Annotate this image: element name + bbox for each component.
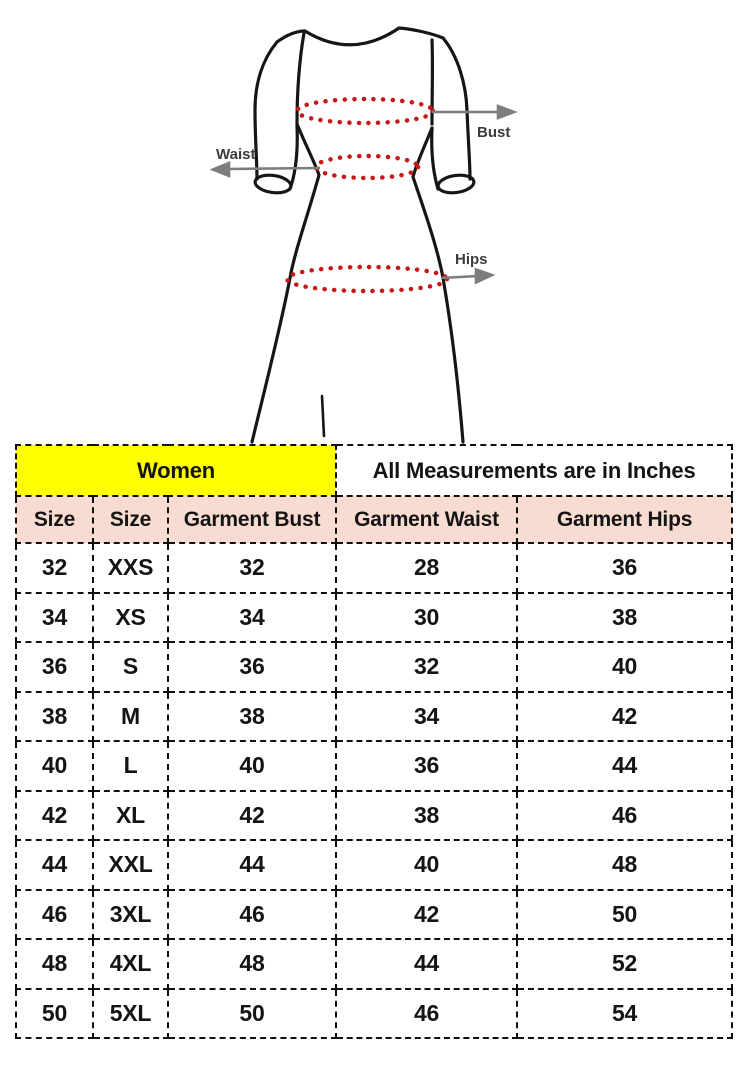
- waist-measure-ellipse: [316, 156, 418, 178]
- table-cell: 3XL: [93, 890, 168, 940]
- table-cell: 50: [517, 890, 732, 940]
- hips-arrowhead: [476, 270, 492, 283]
- table-cell: 34: [16, 593, 93, 643]
- table-cell: L: [93, 741, 168, 791]
- table-row: [16, 642, 732, 692]
- dress-left-cuff: [254, 173, 292, 195]
- table-cell: 28: [336, 543, 517, 593]
- table-row: [16, 543, 732, 593]
- table-cell: 30: [336, 593, 517, 643]
- table-cell: 48: [517, 840, 732, 890]
- table-cell: 40: [336, 840, 517, 890]
- table-cell: 42: [336, 890, 517, 940]
- table-cell: 36: [336, 741, 517, 791]
- table-cell: 32: [168, 543, 336, 593]
- table-row: [16, 692, 732, 742]
- table-row: [16, 741, 732, 791]
- table-cell: 38: [336, 791, 517, 841]
- table-cell: XL: [93, 791, 168, 841]
- size-table-body: [16, 543, 732, 1038]
- table-cell: XXL: [93, 840, 168, 890]
- table-cell: 32: [16, 543, 93, 593]
- bust-label: Bust: [477, 124, 511, 141]
- table-cell: 52: [517, 939, 732, 989]
- table-cell: 44: [336, 939, 517, 989]
- hips-measure-ellipse: [287, 267, 447, 291]
- dress-left-sleeve-inner: [290, 126, 297, 189]
- dress-hem-slit: [322, 396, 324, 436]
- table-cell: 54: [517, 989, 732, 1039]
- dress-body-left: [252, 124, 319, 442]
- table-cell: 32: [336, 642, 517, 692]
- table-cell: 38: [168, 692, 336, 742]
- bust-arrowhead: [498, 106, 514, 118]
- table-cell: 48: [168, 939, 336, 989]
- table-cell: 44: [168, 840, 336, 890]
- table-cell: 42: [16, 791, 93, 841]
- table-cell: 50: [168, 989, 336, 1039]
- bust-measure-ellipse: [297, 99, 433, 123]
- column-header-row: [16, 496, 732, 543]
- table-cell: 36: [16, 642, 93, 692]
- women-header-cell: Women: [16, 445, 336, 496]
- table-row: [16, 593, 732, 643]
- table-row: [16, 791, 732, 841]
- table-cell: 42: [517, 692, 732, 742]
- table-cell: 40: [168, 741, 336, 791]
- waist-label: Waist: [216, 146, 256, 163]
- table-row: [16, 890, 732, 940]
- table-cell: 46: [336, 989, 517, 1039]
- column-header-garment-hips: Garment Hips: [517, 496, 732, 543]
- table-row: [16, 939, 732, 989]
- dress-left-sleeve-outer: [255, 42, 277, 179]
- table-cell: 34: [168, 593, 336, 643]
- table-cell: XS: [93, 593, 168, 643]
- table-cell: 36: [168, 642, 336, 692]
- table-cell: XXS: [93, 543, 168, 593]
- column-header-garment-waist: Garment Waist: [336, 496, 517, 543]
- table-cell: 40: [517, 642, 732, 692]
- column-header-size-numeric: Size: [16, 496, 93, 543]
- table-cell: M: [93, 692, 168, 742]
- measurements-header-cell: All Measurements are in Inches: [336, 445, 732, 496]
- table-row: [16, 840, 732, 890]
- table-cell: 44: [517, 741, 732, 791]
- table-cell: 38: [16, 692, 93, 742]
- dress-right-sleeve-inner: [432, 128, 438, 189]
- table-row: [16, 989, 732, 1039]
- table-cell: 4XL: [93, 939, 168, 989]
- hips-label: Hips: [455, 251, 488, 268]
- waist-arrow: [227, 168, 320, 169]
- table-cell: 40: [16, 741, 93, 791]
- dress-measurement-diagram: [0, 0, 746, 444]
- table-cell: 46: [16, 890, 93, 940]
- dress-right-sleeve-outer: [443, 38, 470, 179]
- size-table: [15, 444, 733, 1039]
- table-cell: 36: [517, 543, 732, 593]
- table-cell: 48: [16, 939, 93, 989]
- table-title-row: [16, 445, 732, 496]
- waist-arrowhead: [213, 163, 229, 176]
- table-cell: 42: [168, 791, 336, 841]
- dress-right-cuff: [437, 173, 475, 195]
- table-cell: 44: [16, 840, 93, 890]
- table-cell: 5XL: [93, 989, 168, 1039]
- column-header-garment-bust: Garment Bust: [168, 496, 336, 543]
- table-cell: 46: [168, 890, 336, 940]
- table-cell: S: [93, 642, 168, 692]
- table-cell: 34: [336, 692, 517, 742]
- table-cell: 46: [517, 791, 732, 841]
- table-cell: 38: [517, 593, 732, 643]
- column-header-size-alpha: Size: [93, 496, 168, 543]
- table-cell: 50: [16, 989, 93, 1039]
